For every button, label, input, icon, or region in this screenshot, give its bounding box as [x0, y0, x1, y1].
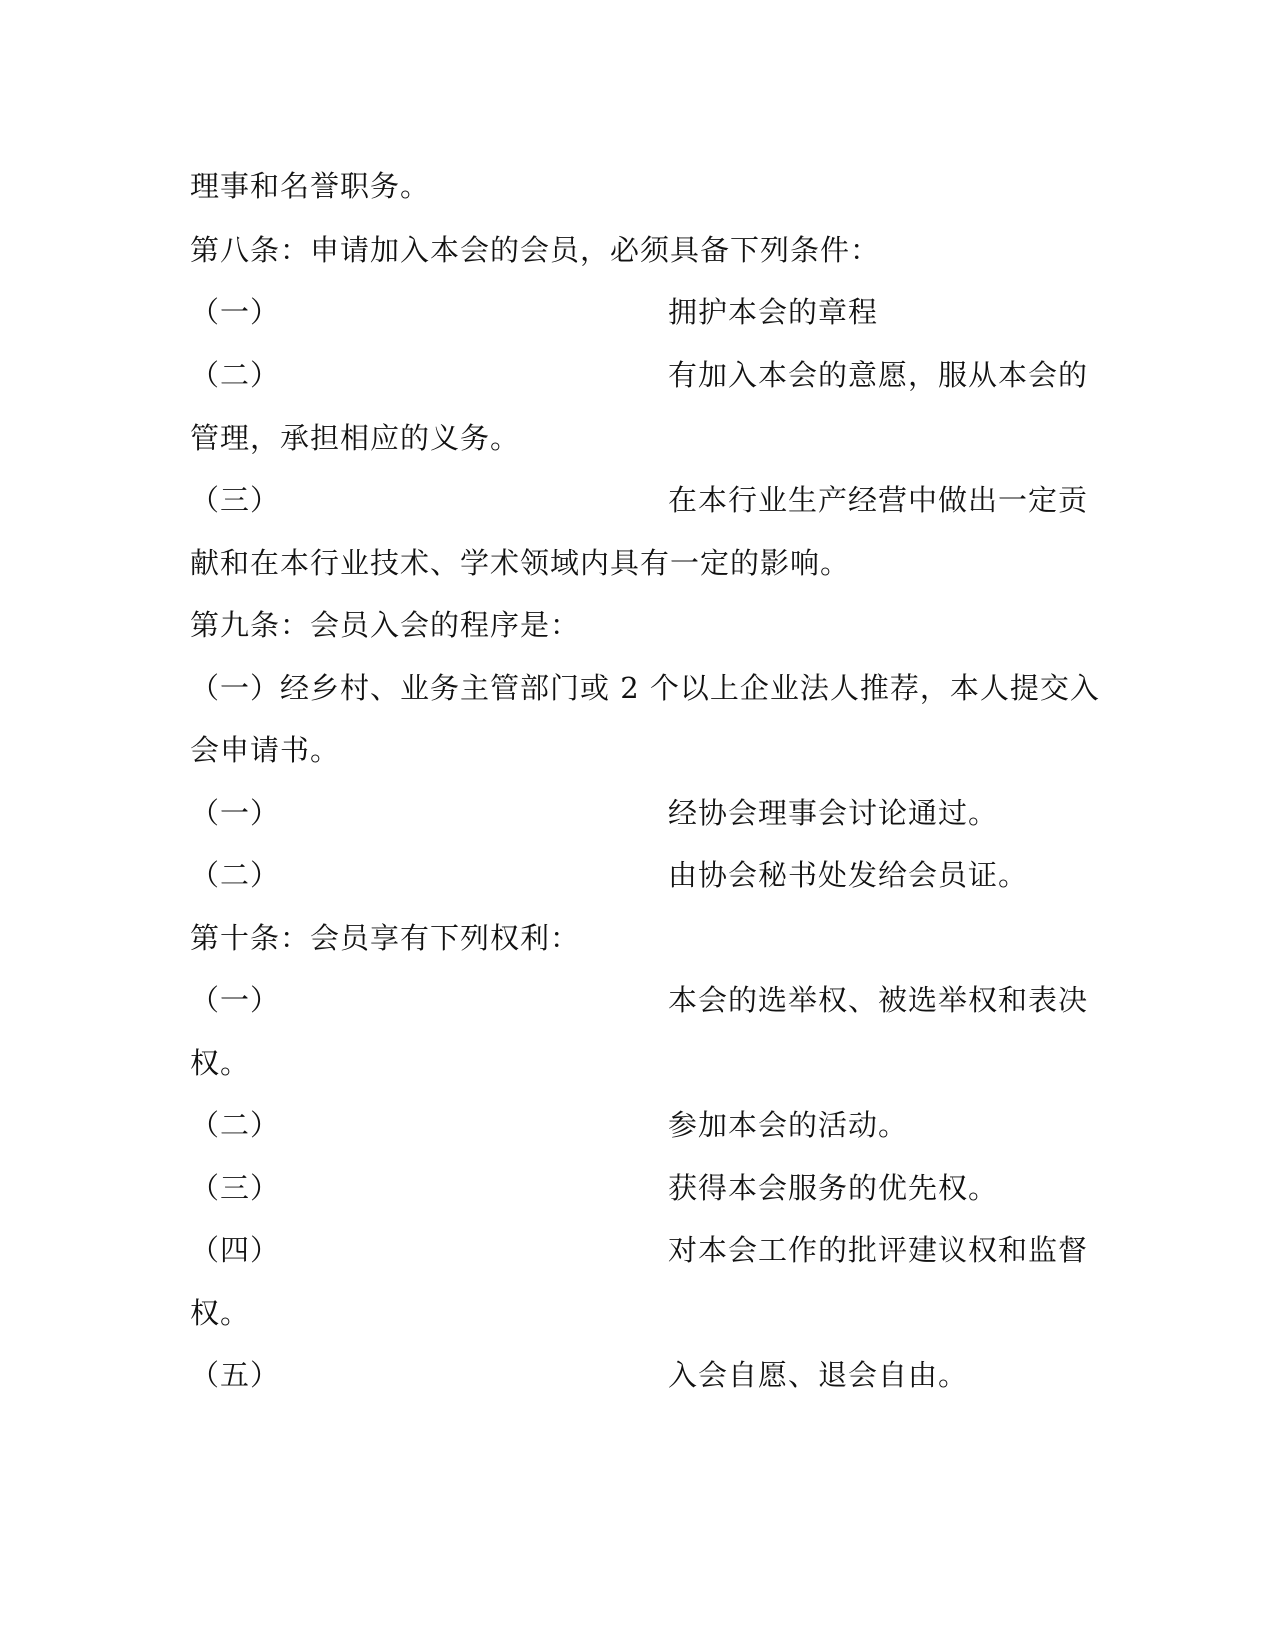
item-number: （二） — [190, 1108, 281, 1142]
item-number: （三） — [190, 483, 281, 517]
item-number: （一） — [190, 983, 281, 1017]
text-line: 理事和名誉职务。 — [190, 169, 431, 203]
item-text: 获得本会服务的优先权。 — [668, 1171, 999, 1205]
item-text: 由协会秘书处发给会员证。 — [668, 858, 1029, 892]
item-text: 有加入本会的意愿，服从本会的 — [668, 358, 1089, 392]
item-number: （二） — [190, 358, 281, 392]
text-line: 权。 — [190, 1046, 251, 1080]
item-text: 经协会理事会讨论通过。 — [668, 796, 999, 830]
item-number: （四） — [190, 1233, 281, 1267]
item-text: 本会的选举权、被选举权和表决 — [668, 983, 1089, 1017]
item-text: 拥护本会的章程 — [668, 295, 879, 329]
item-text: 参加本会的活动。 — [668, 1108, 909, 1142]
item-number: （二） — [190, 858, 281, 892]
article-heading: 第八条：申请加入本会的会员，必须具备下列条件： — [190, 233, 881, 267]
item-number: （一） — [190, 796, 281, 830]
item-text: 对本会工作的批评建议权和监督 — [668, 1233, 1089, 1267]
text-line: 会申请书。 — [190, 733, 341, 767]
text-line: 管理，承担相应的义务。 — [190, 421, 521, 455]
item-text: 在本行业生产经营中做出一定贡 — [668, 483, 1089, 517]
item-number: （一） — [190, 295, 281, 329]
text-line: 权。 — [190, 1296, 251, 1330]
item-number: （三） — [190, 1171, 281, 1205]
item-text: 入会自愿、退会自由。 — [668, 1358, 969, 1392]
text-line: 献和在本行业技术、学术领域内具有一定的影响。 — [190, 546, 851, 580]
article-heading: 第九条：会员入会的程序是： — [190, 608, 581, 642]
article-heading: 第十条：会员享有下列权利： — [190, 921, 581, 955]
item-number: （五） — [190, 1358, 281, 1392]
text-line: （一）经乡村、业务主管部门或 2 个以上企业法人推荐，本人提交入 — [190, 671, 1100, 705]
